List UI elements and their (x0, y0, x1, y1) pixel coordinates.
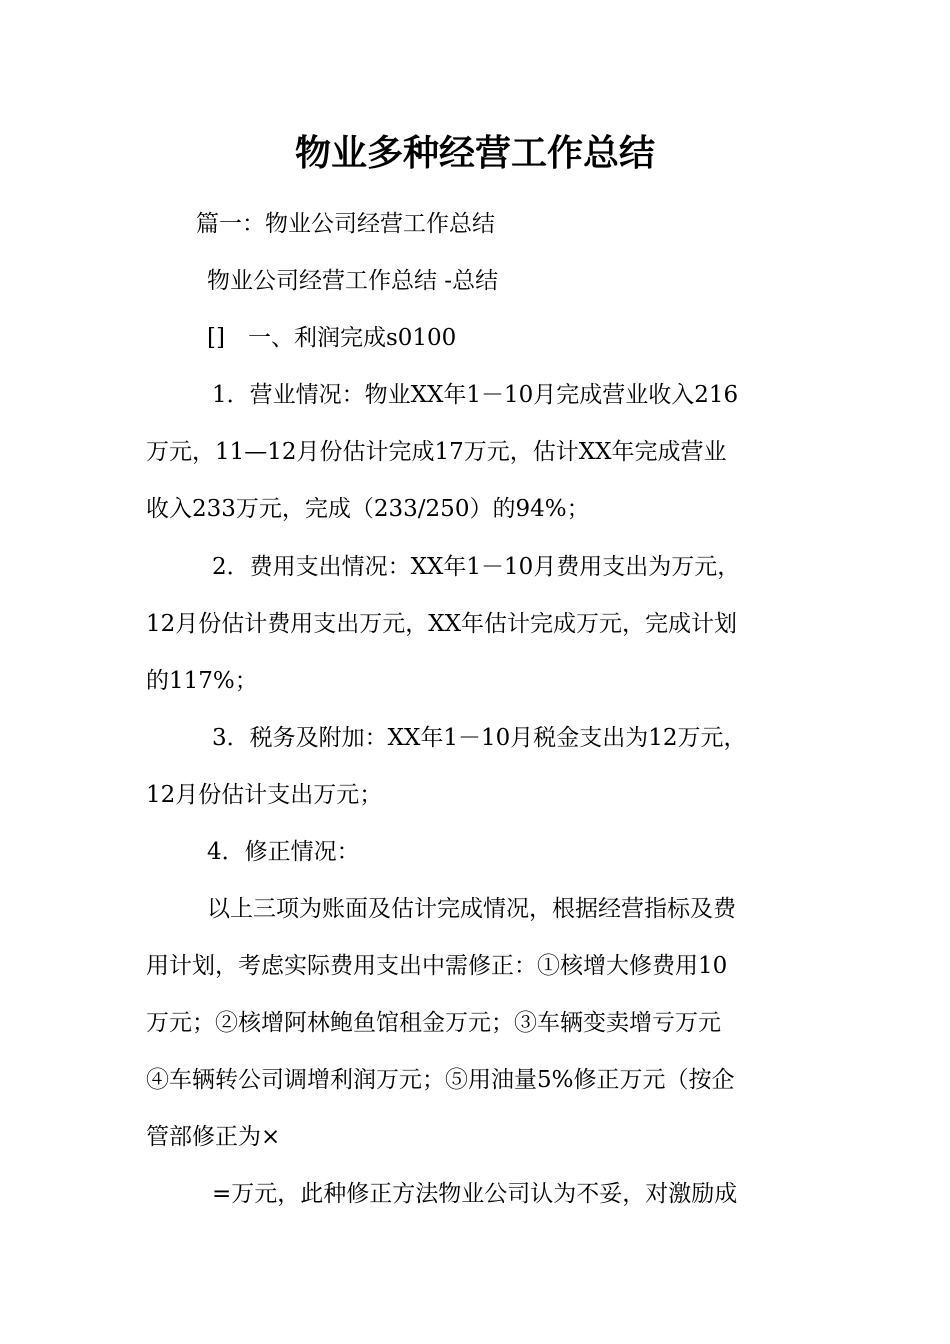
text-line-2: 物业公司经营工作总结 -总结 (207, 268, 499, 294)
text-line-12: 4．修正情况： (207, 839, 360, 865)
text-line-15: 万元；②核增阿林鲍鱼馆租金万元；③车辆变卖增亏万元 (146, 1010, 721, 1036)
text-line-18: =万元，此种修正方法物业公司认为不妥，对激励成 (212, 1181, 738, 1207)
text-line-8: 12月份估计费用支出万元，XX年估计完成万元，完成计划 (146, 611, 738, 637)
text-line-9: 的117%； (146, 668, 258, 694)
text-line-1: 篇一：物业公司经营工作总结 (196, 211, 495, 237)
text-line-11: 12月份估计支出万元； (146, 782, 383, 808)
text-line-6: 收入233万元，完成（233/250）的94%； (146, 496, 590, 522)
text-line-17: 管部修正为× (146, 1124, 281, 1150)
text-line-10: 3．税务及附加：XX年1－10月税金支出为12万元， (212, 725, 747, 751)
text-line-14: 用计划，考虑实际费用支出中需修正：①核增大修费用10 (146, 953, 728, 979)
text-line-3: [] 一、利润完成s0100 (207, 325, 457, 351)
text-line-7: 2．费用支出情况：XX年1－10月费用支出为万元， (212, 554, 741, 580)
text-line-5: 万元，11—12月份估计完成17万元，估计XX年完成营业 (146, 439, 727, 465)
text-line-4: 1．营业情况：物业XX年1－10月完成营业收入216 (212, 382, 739, 408)
text-line-16: ④车辆转公司调增利润万元；⑤用油量5%修正万元（按企 (146, 1067, 735, 1093)
document-title: 物业多种经营工作总结 (294, 132, 655, 174)
text-line-13: 以上三项为账面及估计完成情况，根据经营指标及费 (207, 896, 736, 922)
